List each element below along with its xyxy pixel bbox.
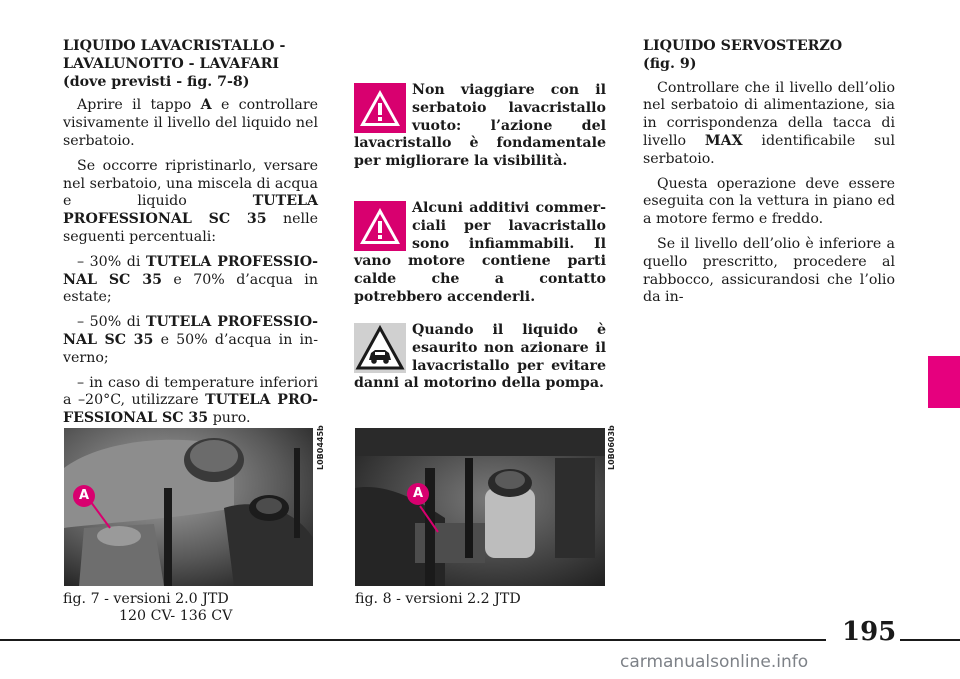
warning-empty-tank: Non viaggiare con il serbatoio lavacristallo vuoto: l’azione del lavacristallo è fondamentale per migliorare la visibilità. <box>354 82 606 170</box>
section-tab-marker <box>928 356 960 408</box>
figure-7-engine-photo <box>64 428 313 586</box>
paragraph-summer-mix: – 30% di TUTELA PROFESSIONAL SC 35 e 70% d’acqua in estate; <box>63 253 319 306</box>
section-title-power-steering: LIQUIDO SERVOSTERZO (fig. 9) <box>643 38 843 72</box>
warning-triangle-icon <box>354 201 406 251</box>
footer-rule-left <box>0 639 826 641</box>
warning-triangle-icon <box>354 83 406 133</box>
car-caution-icon <box>354 323 406 373</box>
paragraph-level-conditions: Questa operazione deve essere eseguita con la vettura in piano ed a motore fermo e freddo. <box>643 175 895 228</box>
figure-8-engine-photo <box>355 428 605 586</box>
callout-label-a: A <box>407 483 429 505</box>
left-column <box>63 38 318 435</box>
paragraph-top-up: Se il livello dell’olio è inferiore a quello prescritto, procedere al rabbocco, assicurandosi che l’olio da in- <box>643 235 895 306</box>
paragraph-check-level: Controllare che il livello dell’olio nel serbatoio di alimentazione, sia in corrispondenza della tacca di livello MAX identificabile sul serbatoio. <box>643 79 895 167</box>
footer-rule-right <box>900 639 960 641</box>
figure-7-caption: fig. 7 - versioni 2.0 JTD 120 CV- 136 CV <box>63 591 233 624</box>
paragraph-winter-mix: – 50% di TUTELA PROFESSIONAL SC 35 e 50% d’acqua in inverno; <box>63 314 319 366</box>
engine-bay-illustration <box>355 428 605 586</box>
figure-8-code: L0B0603b <box>607 425 616 470</box>
watermark-text: carmanualsonline.info <box>620 652 809 672</box>
callout-label-a: A <box>73 485 95 507</box>
figure-8-caption: fig. 8 - versioni 2.2 JTD <box>355 591 521 607</box>
paragraph-open-cap: Aprire il tappo A e controllare visivamente il livello del liquido nel serbatoio. <box>63 97 318 149</box>
paragraph-refill: Se occorre ripristinarlo, versare nel serbatoio, una miscela di acqua e liquido TUTELA PROFESSIONAL SC 35 nelle seguenti percentuali: <box>63 157 318 245</box>
engine-bay-illustration <box>64 428 313 586</box>
right-column <box>643 38 895 314</box>
paragraph-cold-mix: – in caso di temperature inferiori a –20°C, utilizzare TUTELA PROFESSIONAL SC 35 puro. <box>63 374 318 427</box>
figure-7-code: L0B0445b <box>316 425 325 470</box>
section-title-washer-fluid: LIQUIDO LAVACRISTALLO - LAVALUNOTTO - LAVAFARI (dove previsti - fig. 7-8) <box>63 38 286 90</box>
page-number: 195 <box>842 617 897 647</box>
warning-flammable-additives: Alcuni additivi commerciali per lavacristallo sono infiammabili. Il vano motore contiene parti calde che a contatto potrebbero accenderli. <box>354 200 606 305</box>
warning-pump-damage: Quando il liquido è esaurito non azionare il lavacristallo per evitare danni al motorino della pompa. <box>354 322 606 392</box>
